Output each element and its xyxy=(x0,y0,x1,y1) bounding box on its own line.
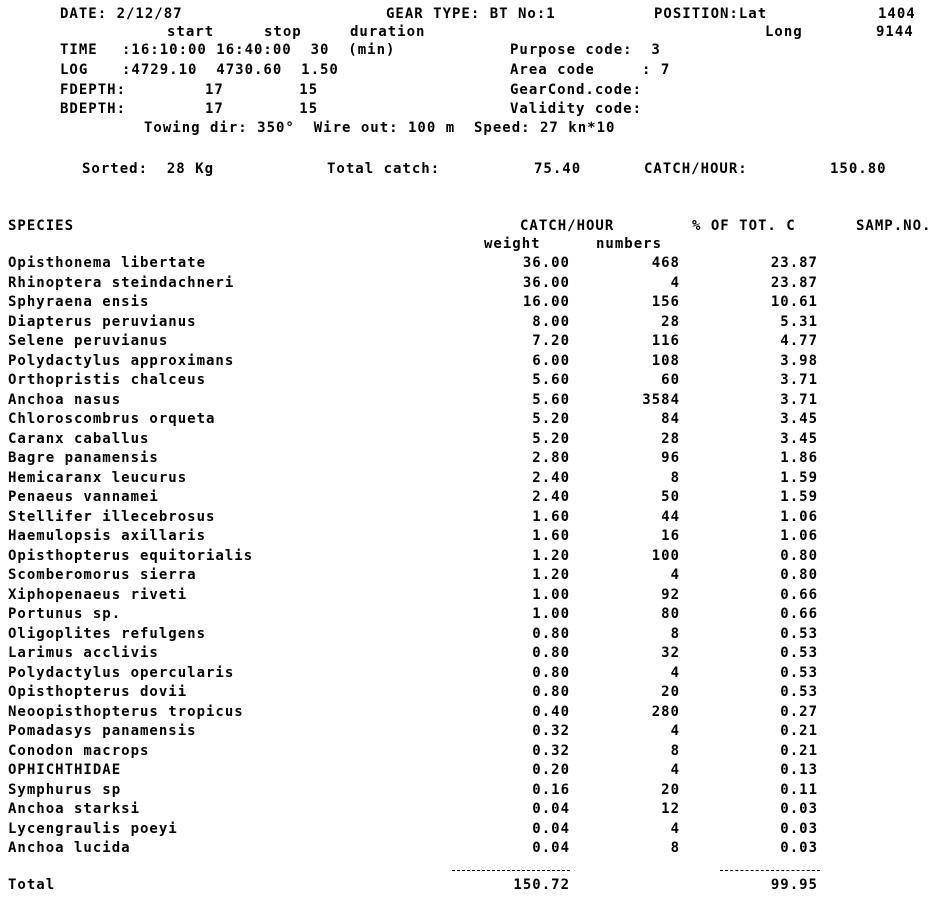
weight-value: 1.20 xyxy=(532,567,570,583)
weight-value: 1.60 xyxy=(532,509,570,525)
pct-value: 10.61 xyxy=(770,294,818,310)
species-name: Pomadasys panamensis xyxy=(8,723,197,739)
table-row xyxy=(0,431,950,451)
table-row xyxy=(0,314,950,334)
pct-value: 0.53 xyxy=(780,626,818,642)
weight-value: 2.40 xyxy=(532,470,570,486)
table-row xyxy=(0,548,950,568)
table-row xyxy=(0,333,950,353)
pct-value: 3.45 xyxy=(780,431,818,447)
weight-value: 0.16 xyxy=(532,782,570,798)
numbers-value: 156 xyxy=(651,294,680,310)
col-start-label: start xyxy=(167,24,215,40)
pct-value: 1.06 xyxy=(780,528,818,544)
pct-value: 1.86 xyxy=(780,450,818,466)
weight-value: 0.80 xyxy=(532,626,570,642)
species-name: Haemulopsis axillaris xyxy=(8,528,207,544)
pct-value: 0.80 xyxy=(780,567,818,583)
long-value: 9144 xyxy=(876,24,914,40)
species-name: Chloroscombrus orqueta xyxy=(8,411,216,427)
pct-value: 4.77 xyxy=(780,333,818,349)
fdepth-label: FDEPTH: xyxy=(60,82,127,98)
weight-subheader: weight xyxy=(484,236,541,252)
table-row xyxy=(0,743,950,763)
species-name: Rhinoptera steindachneri xyxy=(8,275,235,291)
bdepth-values: 17 15 xyxy=(205,101,319,117)
weight-value: 2.40 xyxy=(532,489,570,505)
species-name: Symphurus sp xyxy=(8,782,122,798)
pct-value: 1.59 xyxy=(780,470,818,486)
numbers-value: 60 xyxy=(661,372,680,388)
lat-value: 1404 xyxy=(878,6,916,22)
species-name: Conodon macrops xyxy=(8,743,150,759)
numbers-value: 4 xyxy=(670,665,680,681)
species-name: Orthopristis chalceus xyxy=(8,372,207,388)
table-row xyxy=(0,392,950,412)
weight-value: 5.60 xyxy=(532,392,570,408)
table-row xyxy=(0,801,950,821)
gearcond-code: GearCond.code: xyxy=(510,82,643,98)
numbers-value: 4 xyxy=(670,821,680,837)
table-row xyxy=(0,645,950,665)
pct-total-rule xyxy=(720,870,820,871)
catch-hour-column-header: CATCH/HOUR xyxy=(520,218,615,234)
pct-value: 3.71 xyxy=(780,372,818,388)
bdepth-label: BDEPTH: xyxy=(60,101,127,117)
weight-value: 1.00 xyxy=(532,587,570,603)
date-label: DATE: 2/12/87 xyxy=(60,6,183,22)
table-row xyxy=(0,840,950,860)
pct-value: 0.21 xyxy=(780,723,818,739)
species-name: Selene peruvianus xyxy=(8,333,169,349)
weight-value: 8.00 xyxy=(532,314,570,330)
species-name: Bagre panamensis xyxy=(8,450,159,466)
table-row xyxy=(0,606,950,626)
weight-value: 5.20 xyxy=(532,431,570,447)
weight-value: 2.80 xyxy=(532,450,570,466)
pct-value: 1.06 xyxy=(780,509,818,525)
weight-value: 0.80 xyxy=(532,665,570,681)
numbers-value: 92 xyxy=(661,587,680,603)
weight-value: 1.20 xyxy=(532,548,570,564)
species-name: Anchoa lucida xyxy=(8,840,131,856)
purpose-code: Purpose code: 3 xyxy=(510,42,661,58)
table-row xyxy=(0,626,950,646)
table-row xyxy=(0,684,950,704)
numbers-value: 4 xyxy=(670,723,680,739)
species-name: Scomberomorus sierra xyxy=(8,567,197,583)
numbers-value: 8 xyxy=(670,626,680,642)
table-row xyxy=(0,762,950,782)
table-row xyxy=(0,411,950,431)
species-name: OPHICHTHIDAE xyxy=(8,762,122,778)
weight-value: 0.04 xyxy=(532,801,570,817)
sample-number-column-header: SAMP.NO. xyxy=(856,218,932,234)
long-label: Long xyxy=(765,24,803,40)
weight-value: 16.00 xyxy=(522,294,570,310)
weight-value: 0.80 xyxy=(532,645,570,661)
catch-hour-label: CATCH/HOUR: xyxy=(644,161,748,177)
time-label: TIME xyxy=(60,42,98,58)
numbers-value: 116 xyxy=(651,333,680,349)
area-code: Area code : 7 xyxy=(510,62,671,78)
species-name: Penaeus vannamei xyxy=(8,489,159,505)
gear-type-label: GEAR TYPE: BT No:1 xyxy=(386,6,556,22)
weight-value: 36.00 xyxy=(522,275,570,291)
numbers-value: 3584 xyxy=(642,392,680,408)
towing-line: Towing dir: 350° Wire out: 100 m Speed: 27 kn*10 xyxy=(144,120,616,136)
species-name: Hemicaranx leucurus xyxy=(8,470,188,486)
weight-value: 1.00 xyxy=(532,606,570,622)
pct-value: 0.66 xyxy=(780,587,818,603)
species-name: Neoopisthopterus tropicus xyxy=(8,704,244,720)
weight-value: 7.20 xyxy=(532,333,570,349)
table-row xyxy=(0,294,950,314)
table-row xyxy=(0,353,950,373)
pct-value: 23.87 xyxy=(770,275,818,291)
species-name: Polydactylus approximans xyxy=(8,353,235,369)
species-name: Xiphopenaeus riveti xyxy=(8,587,188,603)
numbers-value: 50 xyxy=(661,489,680,505)
total-pct: 99.95 xyxy=(770,877,818,893)
species-name: Anchoa starksi xyxy=(8,801,141,817)
table-row xyxy=(0,275,950,295)
position-label: POSITION:Lat xyxy=(654,6,768,22)
numbers-value: 20 xyxy=(661,782,680,798)
pct-value: 0.13 xyxy=(780,762,818,778)
species-name: Anchoa nasus xyxy=(8,392,122,408)
pct-value: 0.66 xyxy=(780,606,818,622)
species-name: Polydactylus opercularis xyxy=(8,665,235,681)
pct-value: 0.53 xyxy=(780,665,818,681)
total-catch-label: Total catch: xyxy=(327,161,441,177)
pct-value: 3.71 xyxy=(780,392,818,408)
pct-value: 3.45 xyxy=(780,411,818,427)
pct-value: 0.53 xyxy=(780,645,818,661)
numbers-value: 8 xyxy=(670,743,680,759)
table-row xyxy=(0,567,950,587)
table-row xyxy=(0,489,950,509)
pct-value: 23.87 xyxy=(770,255,818,271)
weight-value: 0.20 xyxy=(532,762,570,778)
col-duration-label: duration xyxy=(350,24,426,40)
table-row xyxy=(0,782,950,802)
weight-value: 6.00 xyxy=(532,353,570,369)
weight-value: 5.20 xyxy=(532,411,570,427)
species-name: Opisthopterus equitorialis xyxy=(8,548,254,564)
weight-value: 0.40 xyxy=(532,704,570,720)
log-values: :4729.10 4730.60 1.50 xyxy=(122,62,339,78)
numbers-value: 80 xyxy=(661,606,680,622)
pct-value: 0.80 xyxy=(780,548,818,564)
numbers-value: 280 xyxy=(651,704,680,720)
total-label: Total xyxy=(8,877,56,893)
weight-total-rule xyxy=(452,870,570,871)
pct-value: 0.21 xyxy=(780,743,818,759)
species-name: Diapterus peruvianus xyxy=(8,314,197,330)
pct-value: 0.03 xyxy=(780,801,818,817)
total-weight: 150.72 xyxy=(513,877,570,893)
table-row xyxy=(0,255,950,275)
pct-value: 0.53 xyxy=(780,684,818,700)
pct-value: 0.03 xyxy=(780,821,818,837)
species-name: Stellifer illecebrosus xyxy=(8,509,216,525)
species-name: Portunus sp. xyxy=(8,606,122,622)
table-row xyxy=(0,528,950,548)
weight-value: 0.32 xyxy=(532,723,570,739)
fdepth-values: 17 15 xyxy=(205,82,319,98)
pct-value: 0.27 xyxy=(780,704,818,720)
numbers-value: 16 xyxy=(661,528,680,544)
species-name: Opisthonema libertate xyxy=(8,255,207,271)
numbers-value: 96 xyxy=(661,450,680,466)
table-row xyxy=(0,821,950,841)
validity-code: Validity code: xyxy=(510,101,643,117)
time-values: :16:10:00 16:40:00 30 (min) xyxy=(122,42,396,58)
numbers-value: 44 xyxy=(661,509,680,525)
species-name: Oligoplites refulgens xyxy=(8,626,207,642)
table-row xyxy=(0,704,950,724)
numbers-value: 20 xyxy=(661,684,680,700)
table-row xyxy=(0,587,950,607)
table-row xyxy=(0,450,950,470)
numbers-subheader: numbers xyxy=(596,236,663,252)
numbers-value: 8 xyxy=(670,840,680,856)
species-name: Caranx caballus xyxy=(8,431,150,447)
weight-value: 0.32 xyxy=(532,743,570,759)
weight-value: 0.80 xyxy=(532,684,570,700)
log-label: LOG xyxy=(60,62,89,78)
weight-value: 5.60 xyxy=(532,372,570,388)
numbers-value: 468 xyxy=(651,255,680,271)
numbers-value: 28 xyxy=(661,431,680,447)
numbers-value: 4 xyxy=(670,275,680,291)
weight-value: 0.04 xyxy=(532,840,570,856)
numbers-value: 108 xyxy=(651,353,680,369)
weight-value: 1.60 xyxy=(532,528,570,544)
catch-hour-value: 150.80 xyxy=(830,161,887,177)
table-row xyxy=(0,372,950,392)
pct-value: 0.11 xyxy=(780,782,818,798)
numbers-value: 12 xyxy=(661,801,680,817)
total-catch-value: 75.40 xyxy=(534,161,582,177)
table-row xyxy=(0,665,950,685)
col-stop-label: stop xyxy=(264,24,302,40)
pct-total-column-header: % OF TOT. C xyxy=(692,218,796,234)
numbers-value: 28 xyxy=(661,314,680,330)
numbers-value: 4 xyxy=(670,567,680,583)
numbers-value: 84 xyxy=(661,411,680,427)
table-row xyxy=(0,509,950,529)
pct-value: 0.03 xyxy=(780,840,818,856)
weight-value: 0.04 xyxy=(532,821,570,837)
numbers-value: 8 xyxy=(670,470,680,486)
species-name: Sphyraena ensis xyxy=(8,294,150,310)
table-row xyxy=(0,723,950,743)
pct-value: 5.31 xyxy=(780,314,818,330)
species-column-header: SPECIES xyxy=(8,218,75,234)
numbers-value: 100 xyxy=(651,548,680,564)
weight-value: 36.00 xyxy=(522,255,570,271)
numbers-value: 32 xyxy=(661,645,680,661)
species-name: Lycengraulis poeyi xyxy=(8,821,178,837)
sorted-weight: Sorted: 28 Kg xyxy=(82,161,215,177)
species-name: Opisthopterus dovii xyxy=(8,684,188,700)
pct-value: 1.59 xyxy=(780,489,818,505)
species-name: Larimus acclivis xyxy=(8,645,159,661)
pct-value: 3.98 xyxy=(780,353,818,369)
numbers-value: 4 xyxy=(670,762,680,778)
table-row xyxy=(0,470,950,490)
